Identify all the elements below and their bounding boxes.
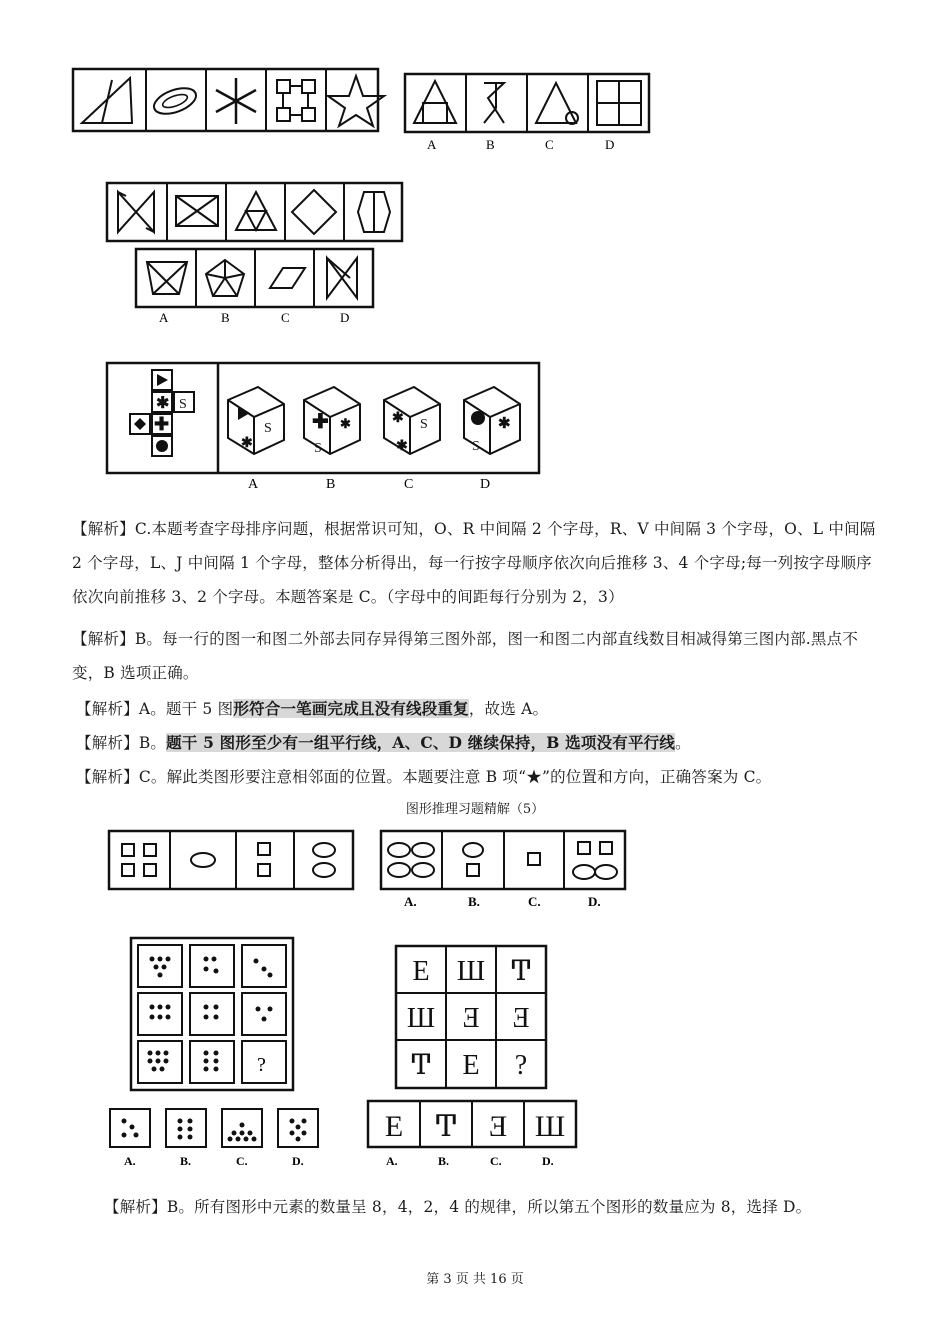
option-label: B <box>326 477 336 492</box>
svg-text:✱: ✱ <box>396 439 408 454</box>
grid-glyph: E <box>462 1050 480 1081</box>
net-letter-s: S <box>179 397 187 412</box>
option-label: C <box>404 477 414 492</box>
option-label: C. <box>528 894 541 909</box>
figure-options-one-stroke <box>404 73 654 158</box>
option-label: D. <box>292 1154 304 1168</box>
analysis-bracket: 【解析】 <box>104 1198 167 1216</box>
svg-text:S: S <box>420 417 428 432</box>
grid-glyph: Ш <box>406 1003 436 1034</box>
analysis-text: 。 <box>675 734 691 752</box>
grid-glyph: ? <box>514 1050 528 1081</box>
analysis-text: B。所有图形中元素的数量呈 8，4，2，4 的规律，所以第五个图形的数量应为 8，选择 D。 <box>166 1198 812 1216</box>
option-label: C. <box>236 1154 248 1168</box>
analysis-text: C。解此类图形要注意相邻面的位置。本题要注意 B 项“★”的位置和方向，正确答案为 C。 <box>138 768 772 786</box>
svg-text:S: S <box>314 441 322 456</box>
option-label: A. <box>386 1154 398 1168</box>
svg-text:S: S <box>472 439 480 454</box>
grid-glyph: Ш <box>456 956 486 987</box>
option-label: A <box>248 477 259 492</box>
option-label: D. <box>542 1154 554 1168</box>
figure-stem-count <box>108 830 358 892</box>
figure-options-count <box>380 830 630 910</box>
analysis-paragraph-1 <box>72 512 880 614</box>
option-label: A <box>159 310 169 325</box>
analysis-bracket: 【解析】 <box>72 630 135 648</box>
analysis-text: B。 <box>138 734 167 752</box>
analysis-paragraph-3 <box>76 692 884 726</box>
svg-text:✱: ✱ <box>498 416 511 432</box>
analysis-highlight: 形符合一笔画完成且没有线段重复 <box>233 699 469 718</box>
svg-text:✱: ✱ <box>340 416 351 431</box>
figure-stem-one-stroke <box>72 68 382 133</box>
option-label: D <box>605 137 615 152</box>
analysis-paragraph-5 <box>76 760 884 794</box>
analysis-bracket: 【解析】 <box>76 700 139 718</box>
grid-glyph: Ǝ <box>462 1003 480 1034</box>
analysis-text: C.本题考查字母排序问题，根据常识可知，O、R 中间隔 2 个字母，R、V 中间隔 3 个字母，O、L 中间隔 2 个字母，L、J 中间隔 1 个字母，整体分析得出，每一行按字母顺序依次向后推移 3、4 个字母;每一列按字母顺序依次向前推移 3、2 个字母。本题答案是 C。（字母中的间距每行分别为 2，3） <box>72 520 876 606</box>
svg-text:✚: ✚ <box>312 411 329 433</box>
svg-text:Ǝ: Ǝ <box>488 1110 508 1143</box>
option-label: D <box>340 310 350 325</box>
option-label: A. <box>404 894 417 909</box>
option-label: D. <box>588 894 601 909</box>
analysis-bracket: 【解析】 <box>76 734 139 752</box>
svg-text:Ш: Ш <box>534 1110 566 1143</box>
svg-text:✱: ✱ <box>392 411 404 426</box>
figure-letter-grid <box>394 944 554 1094</box>
option-label: A <box>427 137 437 152</box>
option-label: B <box>486 137 495 152</box>
analysis-bracket: 【解析】 <box>76 768 139 786</box>
figure-stem-parallel-lines <box>106 182 406 242</box>
option-label: B <box>221 310 230 325</box>
grid-glyph: E <box>412 956 430 987</box>
analysis-text: B。每一行的图一和图二外部去同存异得第三图外部，图一和图二内部直线数目相减得第三图内部.黑点不变，B 选项正确。 <box>72 630 859 682</box>
option-label: C <box>281 310 290 325</box>
svg-text:✚: ✚ <box>154 414 170 434</box>
option-label: B. <box>180 1154 192 1168</box>
analysis-text: A。题干 5 图 <box>138 700 234 718</box>
analysis-highlight: 题干 5 图形至少有一组平行线，A、C、D 继续保持，B 选项没有平行线 <box>166 733 676 752</box>
analysis-text: ，故选 A。 <box>468 700 549 718</box>
analysis-paragraph-4 <box>76 726 884 760</box>
svg-text:✱: ✱ <box>241 436 253 451</box>
figure-cube-folding <box>106 362 546 492</box>
question-mark: ? <box>257 1054 266 1076</box>
page-footer: 第 3 页 共 16 页 <box>426 1272 524 1287</box>
option-label: B. <box>468 894 480 909</box>
figure-dot-options <box>108 1107 328 1171</box>
option-label: C <box>545 137 554 152</box>
final-analysis <box>104 1190 864 1224</box>
grid-glyph: Ͳ <box>411 1050 431 1081</box>
analysis-paragraph-2 <box>72 622 880 690</box>
grid-glyph: Ͳ <box>511 956 531 987</box>
svg-text:E: E <box>384 1110 404 1143</box>
grid-glyph: Ǝ <box>512 1003 530 1034</box>
section-title: 图形推理习题精解（5） <box>405 802 545 817</box>
option-label: C. <box>490 1154 502 1168</box>
svg-text:✱: ✱ <box>156 395 170 412</box>
svg-text:S: S <box>264 421 272 436</box>
figure-options-parallel-lines <box>135 248 385 328</box>
option-label: D <box>480 477 491 492</box>
figure-dot-grid <box>130 937 300 1097</box>
option-label: A. <box>124 1154 136 1168</box>
figure-letter-options <box>366 1099 581 1171</box>
svg-text:Ͳ: Ͳ <box>435 1110 457 1143</box>
analysis-bracket: 【解析】 <box>72 520 135 538</box>
option-label: B. <box>438 1154 450 1168</box>
